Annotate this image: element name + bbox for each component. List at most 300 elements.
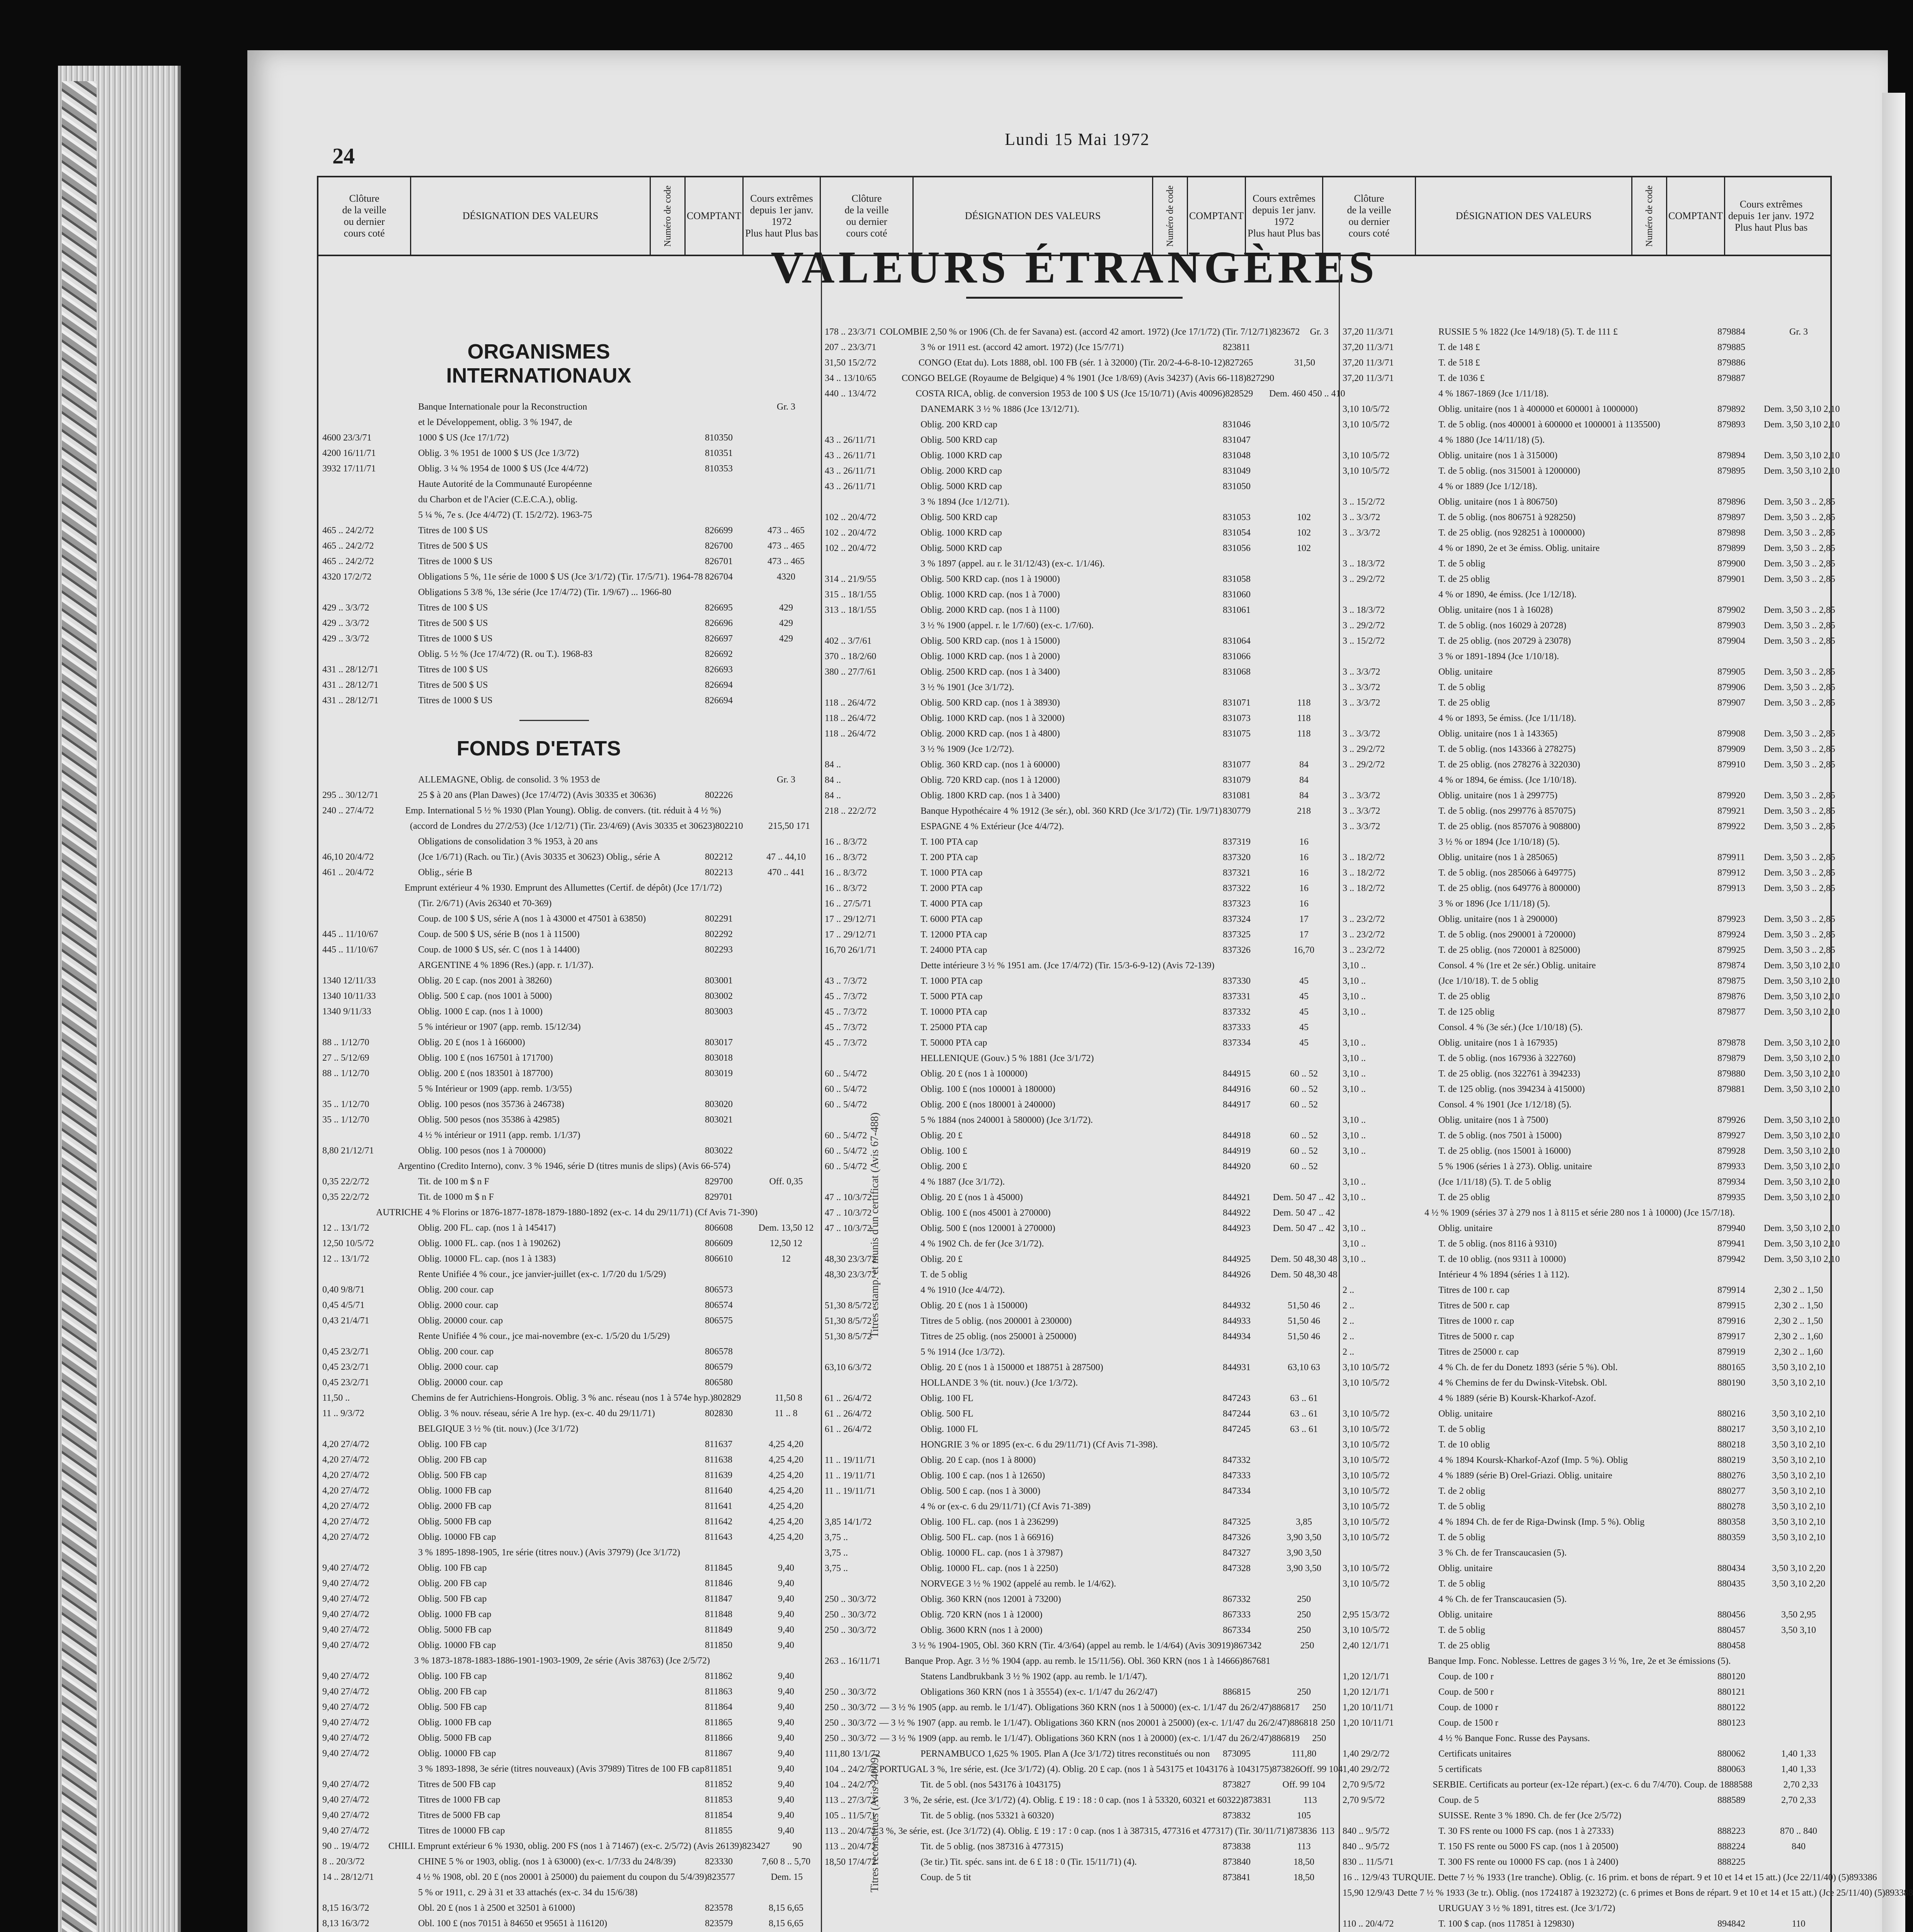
code [1223, 1499, 1269, 1514]
code: 802293 [705, 945, 733, 955]
designation: Titres de 100 r. cap [1438, 1285, 1510, 1295]
quote: Dem. 3,50 3,10 2,10 [1764, 1239, 1840, 1249]
code: 802291 [705, 914, 733, 924]
quote: 16 [1299, 837, 1309, 847]
code: 811866 [705, 1733, 733, 1743]
code: 879915 [1717, 1301, 1745, 1311]
table-row [821, 1437, 1339, 1452]
table-row [821, 355, 1339, 371]
quote: Dem. 50 47 .. 42 [1273, 1192, 1335, 1202]
table-row [821, 1499, 1339, 1514]
designation: 4 % 1880 (Jce 14/11/18) (5). [1438, 435, 1545, 445]
designation: ALLEMAGNE, Oblig. de consolid. 3 % 1953 de [418, 775, 600, 785]
table-row [318, 1498, 821, 1514]
designation: Oblig. 1000 KRD cap [921, 451, 1002, 461]
code: 837334 [1223, 1038, 1251, 1048]
code: 826694 [705, 696, 733, 706]
header-designation: DÉSIGNATION DES VALEURS [411, 177, 651, 255]
designation: 4 ½ % intérieur or 1911 (app. remb. 1/1/37) [418, 1130, 580, 1140]
code: 847327 [1223, 1548, 1251, 1558]
code [1223, 1576, 1269, 1592]
quote [1269, 958, 1339, 973]
table-row [821, 711, 1339, 726]
quote [751, 507, 821, 523]
table-row [1339, 757, 1833, 772]
prev-close: 90 .. 19/4/72 [322, 1841, 369, 1851]
prev-close: 3,10 .. [1343, 1007, 1366, 1017]
table-row [1339, 1669, 1833, 1684]
table-row [1339, 1901, 1833, 1916]
table-row [1339, 463, 1840, 479]
code: 803022 [705, 1146, 733, 1156]
code: 880122 [1717, 1702, 1745, 1713]
code: 831054 [1223, 528, 1251, 538]
table-row [318, 1668, 821, 1684]
header-extremes-2: Cours extrêmes depuis 1er janv. 1972 Plus haut Plus bas [1246, 177, 1323, 255]
prev-close: 3 .. 3/3/72 [1343, 729, 1380, 739]
code: 831060 [1223, 590, 1251, 600]
table-row [318, 1607, 821, 1622]
quote [1269, 448, 1339, 463]
quote: Off. 99 104 [1282, 1780, 1326, 1790]
table-row [318, 1282, 821, 1298]
table-row [318, 1483, 821, 1498]
prev-close: 218 .. 22/2/72 [825, 806, 877, 816]
table-row [1339, 1561, 1833, 1576]
designation: 5 certificats [1438, 1764, 1482, 1774]
code: 879911 [1717, 852, 1745, 862]
designation: T. de 5 oblig. (nos 806751 à 928250) [1438, 512, 1576, 522]
table-row [821, 1051, 1339, 1066]
prev-close: 3 .. 3/3/72 [1343, 528, 1380, 538]
quote: 429 [779, 603, 793, 613]
code: 844917 [1223, 1100, 1251, 1110]
heading-fonds-etats: FONDS D'ETATS [456, 737, 621, 760]
quote: 9,40 [778, 1795, 794, 1805]
designation: 3 % 1873-1878-1883-1886-1901-1903-1909, 2e série (Avis 38763) (Jce 2/5/72) [414, 1656, 710, 1666]
table-row [318, 1792, 821, 1808]
designation: T. de 5 oblig. (nos 290001 à 720000) [1438, 930, 1576, 940]
table-row [821, 695, 1339, 711]
table-row [318, 446, 821, 461]
code [705, 1885, 751, 1900]
table-row [821, 386, 1345, 401]
prev-close: 11 .. 19/11/71 [825, 1455, 876, 1465]
table-row [318, 600, 821, 616]
designation: T. 24000 PTA cap [921, 945, 987, 955]
designation: 3 % 1897 (appel. au r. le 31/12/43) (ex-c. 1/1/46). [921, 559, 1105, 569]
prev-close: 3 .. 15/2/72 [1343, 497, 1385, 507]
designation: 5 % 1906 (séries 1 à 273). Oblig. unitaire [1438, 1162, 1592, 1172]
code: 873841 [1223, 1872, 1251, 1883]
designation: Oblig. 20000 cour. cap [418, 1316, 503, 1326]
code: 844921 [1223, 1192, 1251, 1202]
prev-close: 2 .. [1343, 1301, 1354, 1311]
table-row [318, 1653, 821, 1668]
designation: Oblig. 3 ¼ % 1954 de 1000 $ US (Jce 4/4/72) [418, 464, 588, 474]
prev-close [318, 1885, 415, 1900]
code: 811863 [705, 1687, 733, 1697]
designation: Oblig. 2000 cour. cap [418, 1362, 499, 1372]
code: 844919 [1223, 1146, 1251, 1156]
designation: 4 ½ % Banque Fonc. Russe des Paysans. [1438, 1733, 1590, 1743]
prev-close [318, 1158, 395, 1174]
table-row [821, 1669, 1339, 1684]
prev-close: 3,10 10/5/72 [1343, 1517, 1390, 1527]
designation: T. 10000 PTA cap [921, 1007, 987, 1017]
quote [751, 787, 821, 803]
designation: Tit. de 100 m $ n F [418, 1177, 489, 1187]
designation: T. de 5 oblig [1438, 559, 1485, 569]
code: 811637 [705, 1439, 733, 1449]
code: 831061 [1223, 605, 1251, 615]
prev-close: 9,40 27/4/72 [322, 1625, 369, 1635]
table-row [1339, 1035, 1840, 1051]
code: 879881 [1717, 1084, 1745, 1094]
table-row [821, 1159, 1339, 1174]
quote [1269, 571, 1339, 587]
prev-close [318, 818, 407, 834]
designation: Titres de 25 oblig. (nos 250001 à 250000) [921, 1332, 1077, 1342]
code [1717, 1267, 1764, 1282]
quote [1269, 417, 1339, 432]
quote: 870 .. 840 [1780, 1826, 1817, 1836]
designation: T. de 5 oblig. (nos 16029 à 20728) [1438, 621, 1566, 631]
code: 811853 [705, 1795, 733, 1805]
prev-close: 1,20 10/11/71 [1343, 1702, 1394, 1713]
table-row [318, 430, 821, 446]
code: 826696 [705, 618, 733, 628]
table-row [318, 911, 821, 927]
code: 880120 [1717, 1672, 1745, 1682]
code: 893388 [1885, 1888, 1913, 1898]
table-row [1339, 432, 1833, 448]
code: 810350 [705, 433, 733, 443]
prev-close: 3,10 10/5/72 [1343, 420, 1390, 430]
quote: 218 [1297, 806, 1311, 816]
code [1717, 834, 1764, 850]
code: 811867 [705, 1748, 733, 1759]
quote [767, 1158, 821, 1174]
designation: Chemins de fer Autrichiens-Hongrois. Oblig. 3 % anc. réseau (nos 1 à 574e hyp.) [411, 1393, 713, 1403]
code [1223, 1437, 1269, 1452]
quote: Dem. 3,50 3,10 2,10 [1764, 1053, 1840, 1063]
designation: Titres de 5000 FB cap [418, 1810, 500, 1820]
code: 880121 [1717, 1687, 1745, 1697]
table-row [1339, 510, 1833, 525]
quote: 3,50 3,10 2,10 [1772, 1486, 1825, 1496]
prev-close: 3,10 10/5/72 [1343, 1424, 1390, 1434]
prev-close: 43 .. 26/11/71 [825, 481, 876, 492]
quote: 9,40 [778, 1609, 794, 1619]
code: 823330 [705, 1857, 733, 1867]
table-row [318, 1468, 821, 1483]
table-row [821, 726, 1339, 742]
quote: 3,50 3,10 2,10 [1772, 1409, 1825, 1419]
designation: — 3 ½ % 1907 (app. au remb. le 1/1/47). Obligations 360 KRN (nos 20001 à 25000) (ex-c. 1/1/47 du 26/2/47) [879, 1718, 1290, 1728]
prev-close: 461 .. 20/4/72 [322, 867, 374, 878]
header-numero-2: Numéro de code [1153, 177, 1188, 255]
designation: T. de 5 oblig. (nos 7501 à 15000) [1438, 1131, 1562, 1141]
prev-close: 15,90 12/9/43 [1343, 1888, 1394, 1898]
designation: Oblig. 20000 cour. cap [418, 1378, 503, 1388]
designation: T. 4000 PTA cap [921, 899, 983, 909]
prev-close: 429 .. 3/3/72 [322, 603, 369, 613]
designation: T. 25000 PTA cap [921, 1022, 987, 1032]
designation: Obl. 20 £ (nos 1 à 2500 et 32501 à 61000) [418, 1903, 575, 1913]
code: 811641 [705, 1501, 733, 1511]
table-row [318, 1313, 821, 1328]
code: 879896 [1717, 497, 1745, 507]
table-row [318, 1298, 821, 1313]
code: 879897 [1717, 512, 1745, 522]
header-numero: Numéro de code [651, 177, 686, 255]
designation: Oblig. 500 KRD cap [921, 435, 997, 445]
designation: Oblig. 1000 FL. cap. (nos 1 à 190262) [418, 1238, 560, 1248]
prev-close: 431 .. 28/12/71 [322, 665, 379, 675]
prev-close: 1,20 12/1/71 [1343, 1672, 1390, 1682]
code: 879895 [1717, 466, 1745, 476]
designation: 3 % 1895-1898-1905, 1re série (titres nouv.) (Avis 37979) (Jce 3/1/72) [418, 1548, 680, 1558]
quote [1764, 896, 1833, 912]
code: 888588 [1724, 1780, 1753, 1790]
prev-close: 45 .. 7/3/72 [825, 1007, 867, 1017]
prev-close: 3 .. 3/3/72 [1343, 791, 1380, 801]
code: 811846 [705, 1578, 733, 1588]
quote [751, 646, 821, 662]
page-number: 24 [332, 143, 355, 168]
quote [1269, 618, 1339, 633]
table-row [1339, 788, 1833, 803]
table-row [821, 1715, 1339, 1731]
designation: Oblig. 200 FL. cap. (nos 1 à 145417) [418, 1223, 556, 1233]
code: 888224 [1717, 1842, 1745, 1852]
table-row [1339, 942, 1833, 958]
designation: Dette 7 ½ % 1933 (3e tr.). Oblig. (nos 1724187 à 1923272) (c. 6 primes et Bons de répart. 9 et 10 et 14 et 15 att.) (Jce 25/11/40) (5) [1397, 1888, 1886, 1898]
quote: 105 [1297, 1811, 1311, 1821]
quote: Dem. 3,50 3 .. 2,85 [1764, 930, 1835, 940]
prev-close: 4,20 27/4/72 [322, 1486, 369, 1496]
designation: Titres de 5000 r. cap [1438, 1332, 1514, 1342]
designation: 3 %, 2e série, est. (Jce 3/1/72) (4). Oblig. £ 19 : 18 : 0 cap. (nos 1 à 53320, 60321 et 60322) [904, 1795, 1244, 1805]
quote [751, 1328, 821, 1344]
code: 826701 [705, 556, 733, 566]
quote [1764, 386, 1833, 401]
code: 880217 [1717, 1424, 1745, 1434]
designation: Oblig. 200 cour. cap [418, 1347, 494, 1357]
code: 879910 [1717, 760, 1745, 770]
designation: 4 % 1902 Ch. de fer (Jce 3/1/72). [921, 1239, 1044, 1249]
table-row [1339, 602, 1833, 618]
designation: HELLENIQUE (Gouv.) 5 % 1881 (Jce 3/1/72) [921, 1053, 1094, 1063]
code: 879878 [1717, 1038, 1745, 1048]
prev-close: 3 .. 3/3/72 [1343, 512, 1380, 522]
quote: Dem. 3,50 3 .. 2,85 [1764, 821, 1835, 832]
code: 879921 [1717, 806, 1745, 816]
prev-close [318, 1128, 415, 1143]
table-row [821, 1576, 1339, 1592]
table-row [1339, 881, 1833, 896]
code: 879908 [1717, 729, 1745, 739]
code: 802210 [715, 821, 743, 831]
designation: T. de 10 oblig. (nos 9311 à 10000) [1438, 1254, 1566, 1264]
code: 880435 [1717, 1579, 1745, 1589]
prev-close: 16 .. 8/3/72 [825, 868, 867, 878]
prev-close: 11 .. 19/11/71 [825, 1471, 876, 1481]
quote: Dem. 3,50 3 .. 2,85 [1764, 945, 1835, 955]
quote: 9,40 [778, 1687, 794, 1697]
quote [751, 693, 821, 708]
table-row [1339, 1437, 1833, 1452]
prev-close: 45 .. 7/3/72 [825, 1022, 867, 1032]
code: 844920 [1223, 1162, 1251, 1172]
code: 844933 [1223, 1316, 1251, 1326]
quote: 60 .. 52 [1290, 1084, 1318, 1094]
designation: T. de 5 oblig [921, 1270, 967, 1280]
prev-close: 3,75 .. [825, 1532, 848, 1543]
code: 830779 [1223, 806, 1251, 816]
table-row [821, 1746, 1339, 1762]
code: 826699 [705, 526, 733, 536]
prev-close: 4,20 27/4/72 [322, 1455, 369, 1465]
designation: (Jce 1/11/18) (5). T. de 5 oblig [1438, 1177, 1551, 1187]
designation: — 3 ½ % 1905 (app. au remb. le 1/1/47). Obligations 360 KRN (nos 1 à 50000) (ex-c. 1/1/47 du 26/2/47) [880, 1702, 1272, 1713]
table-row [1339, 1174, 1840, 1190]
quote [1772, 1653, 1833, 1669]
rows-column-3 [1339, 324, 1913, 1932]
quote [1269, 432, 1339, 448]
quote [1269, 1282, 1339, 1298]
code [1223, 1669, 1269, 1684]
designation: RUSSIE 5 % 1822 (Jce 14/9/18) (5). T. de 111 £ [1438, 327, 1618, 337]
prev-close: 0,45 4/5/71 [322, 1300, 365, 1310]
quote [1764, 1684, 1833, 1700]
code: 831073 [1223, 713, 1251, 723]
designation: Oblig. 500 £ cap. (nos 1 à 3000) [921, 1486, 1040, 1496]
code: 879900 [1717, 559, 1745, 569]
table-row [821, 1406, 1339, 1422]
quote: 118 [1297, 713, 1311, 723]
table-row [1339, 494, 1833, 510]
table-row [821, 973, 1339, 989]
code [1223, 1282, 1269, 1298]
designation: T. de 125 oblig. (nos 394234 à 415000) [1438, 1084, 1585, 1094]
prev-close: 60 .. 5/4/72 [825, 1100, 867, 1110]
quote [751, 927, 821, 942]
code: 879877 [1717, 1007, 1745, 1017]
prev-close: 43 .. 26/11/71 [825, 435, 876, 445]
prev-close [1339, 711, 1435, 726]
designation: Oblig. 100 pesos (nos 1 à 700000) [418, 1146, 546, 1156]
quote: 3,50 3,10 2,10 [1772, 1455, 1825, 1465]
code: 837326 [1223, 945, 1251, 955]
prev-close: 3 .. 15/2/72 [1343, 636, 1385, 646]
table-row [318, 1437, 821, 1452]
table-row [318, 988, 821, 1004]
prev-close [318, 1421, 415, 1437]
table-row [318, 1236, 821, 1251]
quote: 4,25 4,20 [769, 1486, 803, 1496]
quote: 16 [1299, 868, 1309, 878]
prev-close: 61 .. 26/4/72 [825, 1409, 872, 1419]
prev-close [1339, 896, 1435, 912]
designation: T. de 148 £ [1438, 342, 1480, 352]
table-row [821, 772, 1339, 788]
prev-close: 1,20 10/11/71 [1343, 1718, 1394, 1728]
prev-close: 3,10 10/5/72 [1343, 1440, 1390, 1450]
prev-close: 3 .. 18/2/72 [1343, 868, 1385, 878]
table-row [1339, 355, 1833, 371]
code: 880062 [1717, 1749, 1745, 1759]
code: 837321 [1223, 868, 1251, 878]
designation: T. de 518 £ [1438, 358, 1480, 368]
designation: 3 % or 1911 est. (accord 42 amort. 1972) (Jce 15/7/71) [921, 342, 1124, 352]
code: 811848 [705, 1609, 733, 1619]
code [705, 772, 751, 787]
quote [1281, 1653, 1339, 1669]
quote [751, 1019, 821, 1035]
designation: Coup. de 1000 r [1438, 1702, 1498, 1713]
code: 811864 [705, 1702, 733, 1712]
table-row [821, 1282, 1339, 1298]
prev-close: 465 .. 24/2/72 [322, 526, 374, 536]
prev-close: 3,10 .. [1343, 1038, 1366, 1048]
code: 880434 [1717, 1563, 1745, 1573]
designation: Oblig. 500 £ (nos 120001 à 270000) [921, 1223, 1055, 1233]
designation: Oblig. 200 FB cap [418, 1455, 487, 1465]
table-row [821, 1298, 1339, 1313]
designation: Oblig. 20 £ (nos 1 à 45000) [921, 1192, 1023, 1202]
code: 873840 [1223, 1857, 1251, 1867]
quote: 250 [1297, 1594, 1311, 1604]
code: 879933 [1717, 1162, 1745, 1172]
designation: 4 % Ch. de fer du Donetz 1893 (série 5 %). Obl. [1438, 1362, 1618, 1372]
designation: Banque Imp. Fonc. Noblesse. Lettres de gages 3 ½ %, 1re, 2e et 3e émissions (5). [1428, 1656, 1731, 1666]
code: 844918 [1223, 1131, 1251, 1141]
table-row [318, 803, 821, 818]
table-row [318, 1189, 821, 1205]
prev-close [821, 1638, 909, 1653]
code [1223, 401, 1269, 417]
table-row [821, 1808, 1339, 1823]
designation: Oblig. 2000 KRD cap. (nos 1 à 1100) [921, 605, 1060, 615]
table-row [318, 399, 821, 415]
code: 823672 [1272, 327, 1300, 337]
table-row [318, 772, 821, 787]
designation: Oblig. 200 £ (nos 180001 à 240000) [921, 1100, 1055, 1110]
table-row [821, 942, 1339, 958]
code [705, 507, 751, 523]
quote [1764, 340, 1833, 355]
table-row [821, 401, 1339, 417]
prev-close [318, 957, 415, 973]
designation: Oblig. 1000 KRD cap. (nos 1 à 32000) [921, 713, 1065, 723]
quote [751, 1035, 821, 1050]
table-row [1339, 1483, 1833, 1499]
designation: Certificats unitaires [1438, 1749, 1511, 1759]
designation: Consol. 4 % 1901 (Jce 1/12/18) (5). [1438, 1100, 1571, 1110]
prev-close: 37,20 11/3/71 [1343, 373, 1394, 383]
code: 886817 [1271, 1702, 1300, 1713]
prev-close: 60 .. 5/4/72 [825, 1162, 867, 1172]
designation: T. de 5 oblig [1438, 1579, 1485, 1589]
code: 873826 [1272, 1764, 1300, 1774]
designation: T. de 5 oblig [1438, 1625, 1485, 1635]
table-row [1339, 1468, 1833, 1483]
code: 879928 [1717, 1146, 1745, 1156]
designation: T. de 5 oblig. (nos 8116 à 9310) [1438, 1239, 1557, 1249]
table-row [1339, 1298, 1833, 1313]
